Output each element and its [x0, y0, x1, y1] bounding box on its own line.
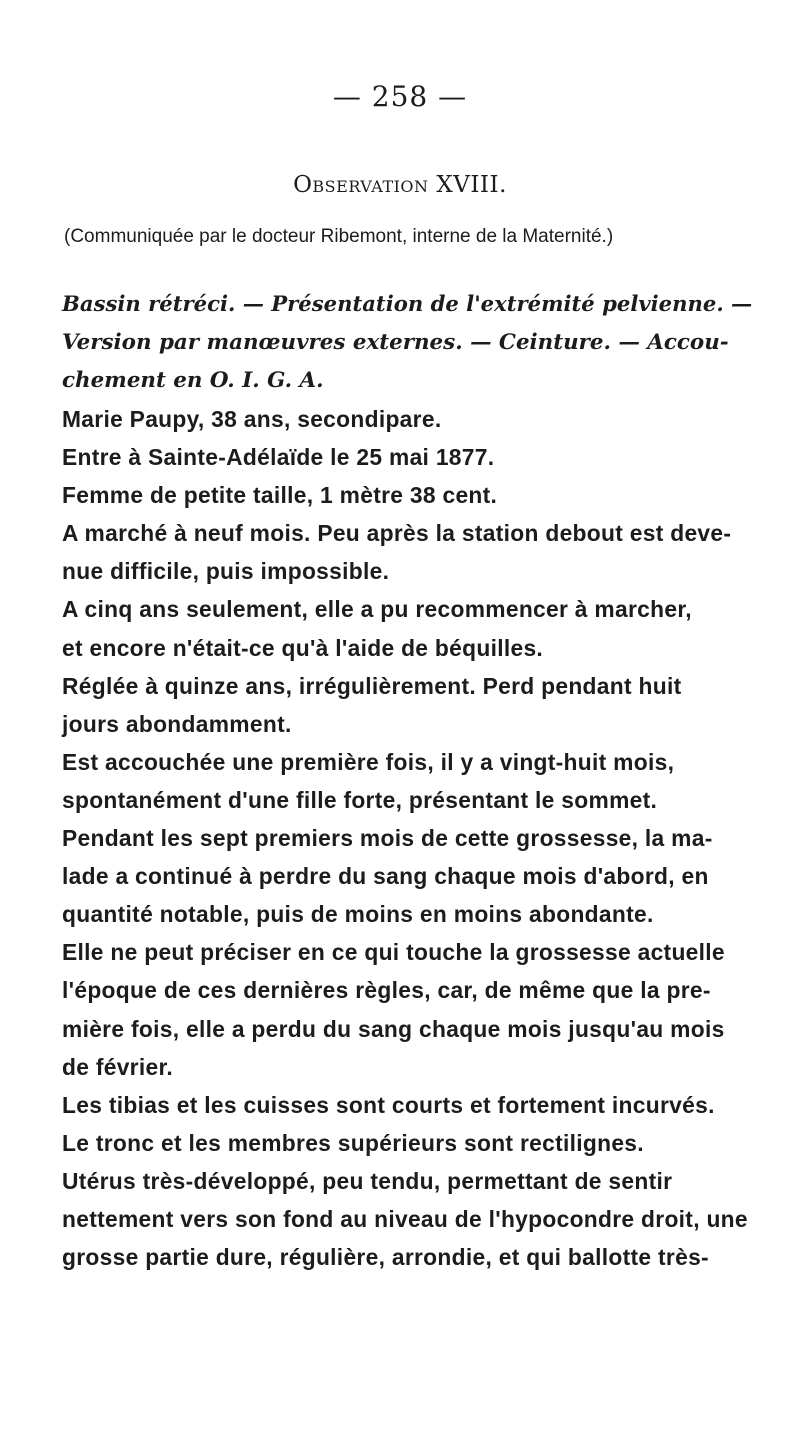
- body-line: et encore n'était-ce qu'à l'aide de béquilles.: [62, 634, 544, 661]
- body-line: Entre à Sainte-Adélaïde le 25 mai 1877.: [62, 444, 495, 471]
- body-line: l'époque de ces dernières règles, car, de même que la pre-: [62, 977, 711, 1004]
- body-line: nue difficile, puis impossible.: [62, 558, 390, 585]
- body-line: A cinq ans seulement, elle a pu recommencer à marcher,: [62, 596, 692, 623]
- page-number: — 258 —: [332, 80, 468, 113]
- body-line: Pendant les sept premiers mois de cette grossesse, la ma-: [62, 825, 713, 852]
- summary-line: Bassin rétréci. — Présentation de l'extrémité pelvienne. —: [62, 292, 753, 317]
- case-summary: [62, 286, 752, 400]
- body-line: Utérus très-développé, peu tendu, permettant de sentir: [62, 1167, 673, 1194]
- body-line: nettement vers son fond au niveau de l'hypocondre droit, une: [62, 1205, 748, 1232]
- body-line: Réglée à quinze ans, irrégulièrement. Perd pendant huit: [62, 672, 682, 699]
- summary-line: Version par manœuvres externes. — Ceinture. — Accou-: [62, 330, 729, 355]
- body-line: Elle ne peut préciser en ce qui touche la grossesse actuelle: [62, 939, 725, 966]
- body-line: spontanément d'une fille forte, présentant le sommet.: [62, 786, 658, 813]
- body-line: A marché à neuf mois. Peu après la station debout est deve-: [62, 520, 732, 547]
- summary-line: chement en O. I. G. A.: [62, 368, 324, 393]
- body-line: quantité notable, puis de moins en moins abondante.: [62, 901, 654, 928]
- body-line: Le tronc et les membres supérieurs sont rectilignes.: [62, 1129, 644, 1156]
- body-line: Est accouchée une première fois, il y a vingt-huit mois,: [62, 748, 675, 775]
- body-line: grosse partie dure, régulière, arrondie, et qui ballotte très-: [62, 1244, 709, 1271]
- body-line: jours abondamment.: [62, 710, 292, 737]
- body-line: lade a continué à perdre du sang chaque mois d'abord, en: [62, 863, 709, 890]
- body-line: mière fois, elle a perdu du sang chaque mois jusqu'au mois: [62, 1015, 725, 1042]
- body-line: Femme de petite taille, 1 mètre 38 cent.: [62, 482, 498, 509]
- body-line: de février.: [62, 1053, 174, 1080]
- communication-note: (Communiquée par le docteur Ribemont, interne de la Maternité.): [64, 226, 614, 247]
- case-body-text: [62, 400, 762, 1276]
- observation-title: Observation XVIII.: [293, 172, 507, 198]
- body-line: Les tibias et les cuisses sont courts et fortement incurvés.: [62, 1091, 715, 1118]
- body-line: Marie Paupy, 38 ans, secondipare.: [62, 406, 442, 432]
